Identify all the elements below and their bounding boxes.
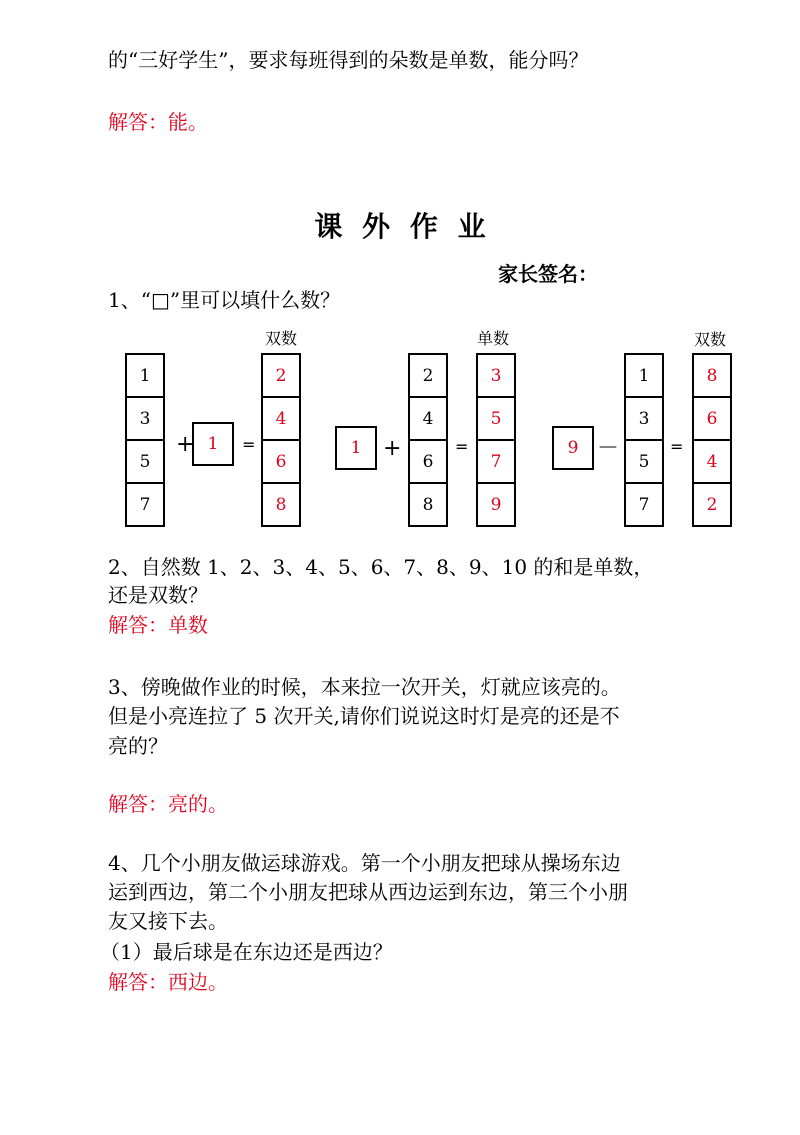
- q2-line: 2、自然数 1、2、3、4、5、6、7、8、9、10 的和是单数，: [108, 555, 654, 579]
- eq1-left-cell: 5: [125, 439, 165, 484]
- eq2-result-cell: 7: [476, 439, 516, 484]
- q4-line: 运到西边，第二个小朋友把球从西边运到东边，第三个小朋: [108, 880, 628, 904]
- eq3-result-cell: 4: [692, 439, 732, 484]
- q4-subquestion: （1）最后球是在东边还是西边？: [100, 940, 393, 964]
- q2-answer: 解答：单数: [108, 613, 208, 637]
- eq3-middle-cell: 5: [624, 439, 664, 484]
- eq2-label: 单数: [477, 329, 510, 348]
- eq1-result-cell: 6: [261, 439, 301, 484]
- intro-answer: 解答：能。: [108, 110, 208, 134]
- eq1-result-cell: 4: [261, 396, 301, 441]
- eq1-result-cell: 2: [261, 353, 301, 398]
- q4-line: 友又接下去。: [108, 909, 228, 933]
- eq2-middle-column: [408, 353, 448, 527]
- eq3-middle-column: [624, 353, 664, 527]
- eq2-middle-cell: 8: [408, 482, 448, 527]
- eq1-result-column: [261, 353, 301, 527]
- eq3-operator: －: [597, 436, 620, 461]
- eq1-operator: +: [176, 432, 195, 457]
- eq1-answer-box[interactable]: 1: [192, 422, 234, 466]
- eq2-result-cell: 5: [476, 396, 516, 441]
- eq3-answer-box[interactable]: 9: [552, 426, 594, 470]
- eq3-result-cell: 8: [692, 353, 732, 398]
- eq3-result-column: [692, 353, 732, 527]
- parent-signature-label: 家长签名：: [498, 262, 598, 286]
- eq3-label: 双数: [694, 330, 727, 349]
- eq3-middle-cell: 3: [624, 396, 664, 441]
- eq3-equals: =: [670, 437, 684, 456]
- eq1-label: 双数: [265, 329, 298, 348]
- eq2-equals: =: [455, 437, 469, 456]
- q3-line: 亮的？: [108, 734, 168, 758]
- q4-answer: 解答：西边。: [108, 970, 228, 994]
- q3-answer: 解答：亮的。: [108, 792, 228, 816]
- eq1-left-cell: 1: [125, 353, 165, 398]
- section-title: 课 外 作 业: [314, 210, 486, 243]
- eq2-middle-cell: 4: [408, 396, 448, 441]
- eq1-left-cell: 3: [125, 396, 165, 441]
- eq2-answer-box[interactable]: 1: [335, 426, 377, 470]
- eq3-middle-cell: 1: [624, 353, 664, 398]
- q2-line: 还是双数？: [108, 583, 208, 607]
- eq1-left-column: [125, 353, 165, 527]
- eq2-middle-cell: 2: [408, 353, 448, 398]
- eq1-left-cell: 7: [125, 482, 165, 527]
- q4-line: 4、几个小朋友做运球游戏。第一个小朋友把球从操场东边: [108, 851, 621, 875]
- eq3-middle-cell: 7: [624, 482, 664, 527]
- eq3-result-cell: 6: [692, 396, 732, 441]
- eq2-result-cell: 9: [476, 482, 516, 527]
- eq2-middle-cell: 6: [408, 439, 448, 484]
- eq2-result-cell: 3: [476, 353, 516, 398]
- q1-text: 1、“□”里可以填什么数？: [108, 288, 341, 312]
- q3-line: 3、傍晚做作业的时候，本来拉一次开关，灯就应该亮的。: [108, 675, 621, 699]
- intro-question-line: 的“三好学生”，要求每班得到的朵数是单数，能分吗？: [108, 48, 589, 72]
- eq3-result-cell: 2: [692, 482, 732, 527]
- eq2-result-column: [476, 353, 516, 527]
- eq1-equals: =: [242, 435, 256, 454]
- q3-line: 但是小亮连拉了 5 次开关,请你们说说这时灯是亮的还是不: [108, 704, 620, 728]
- eq2-operator: +: [383, 436, 402, 461]
- eq1-result-cell: 8: [261, 482, 301, 527]
